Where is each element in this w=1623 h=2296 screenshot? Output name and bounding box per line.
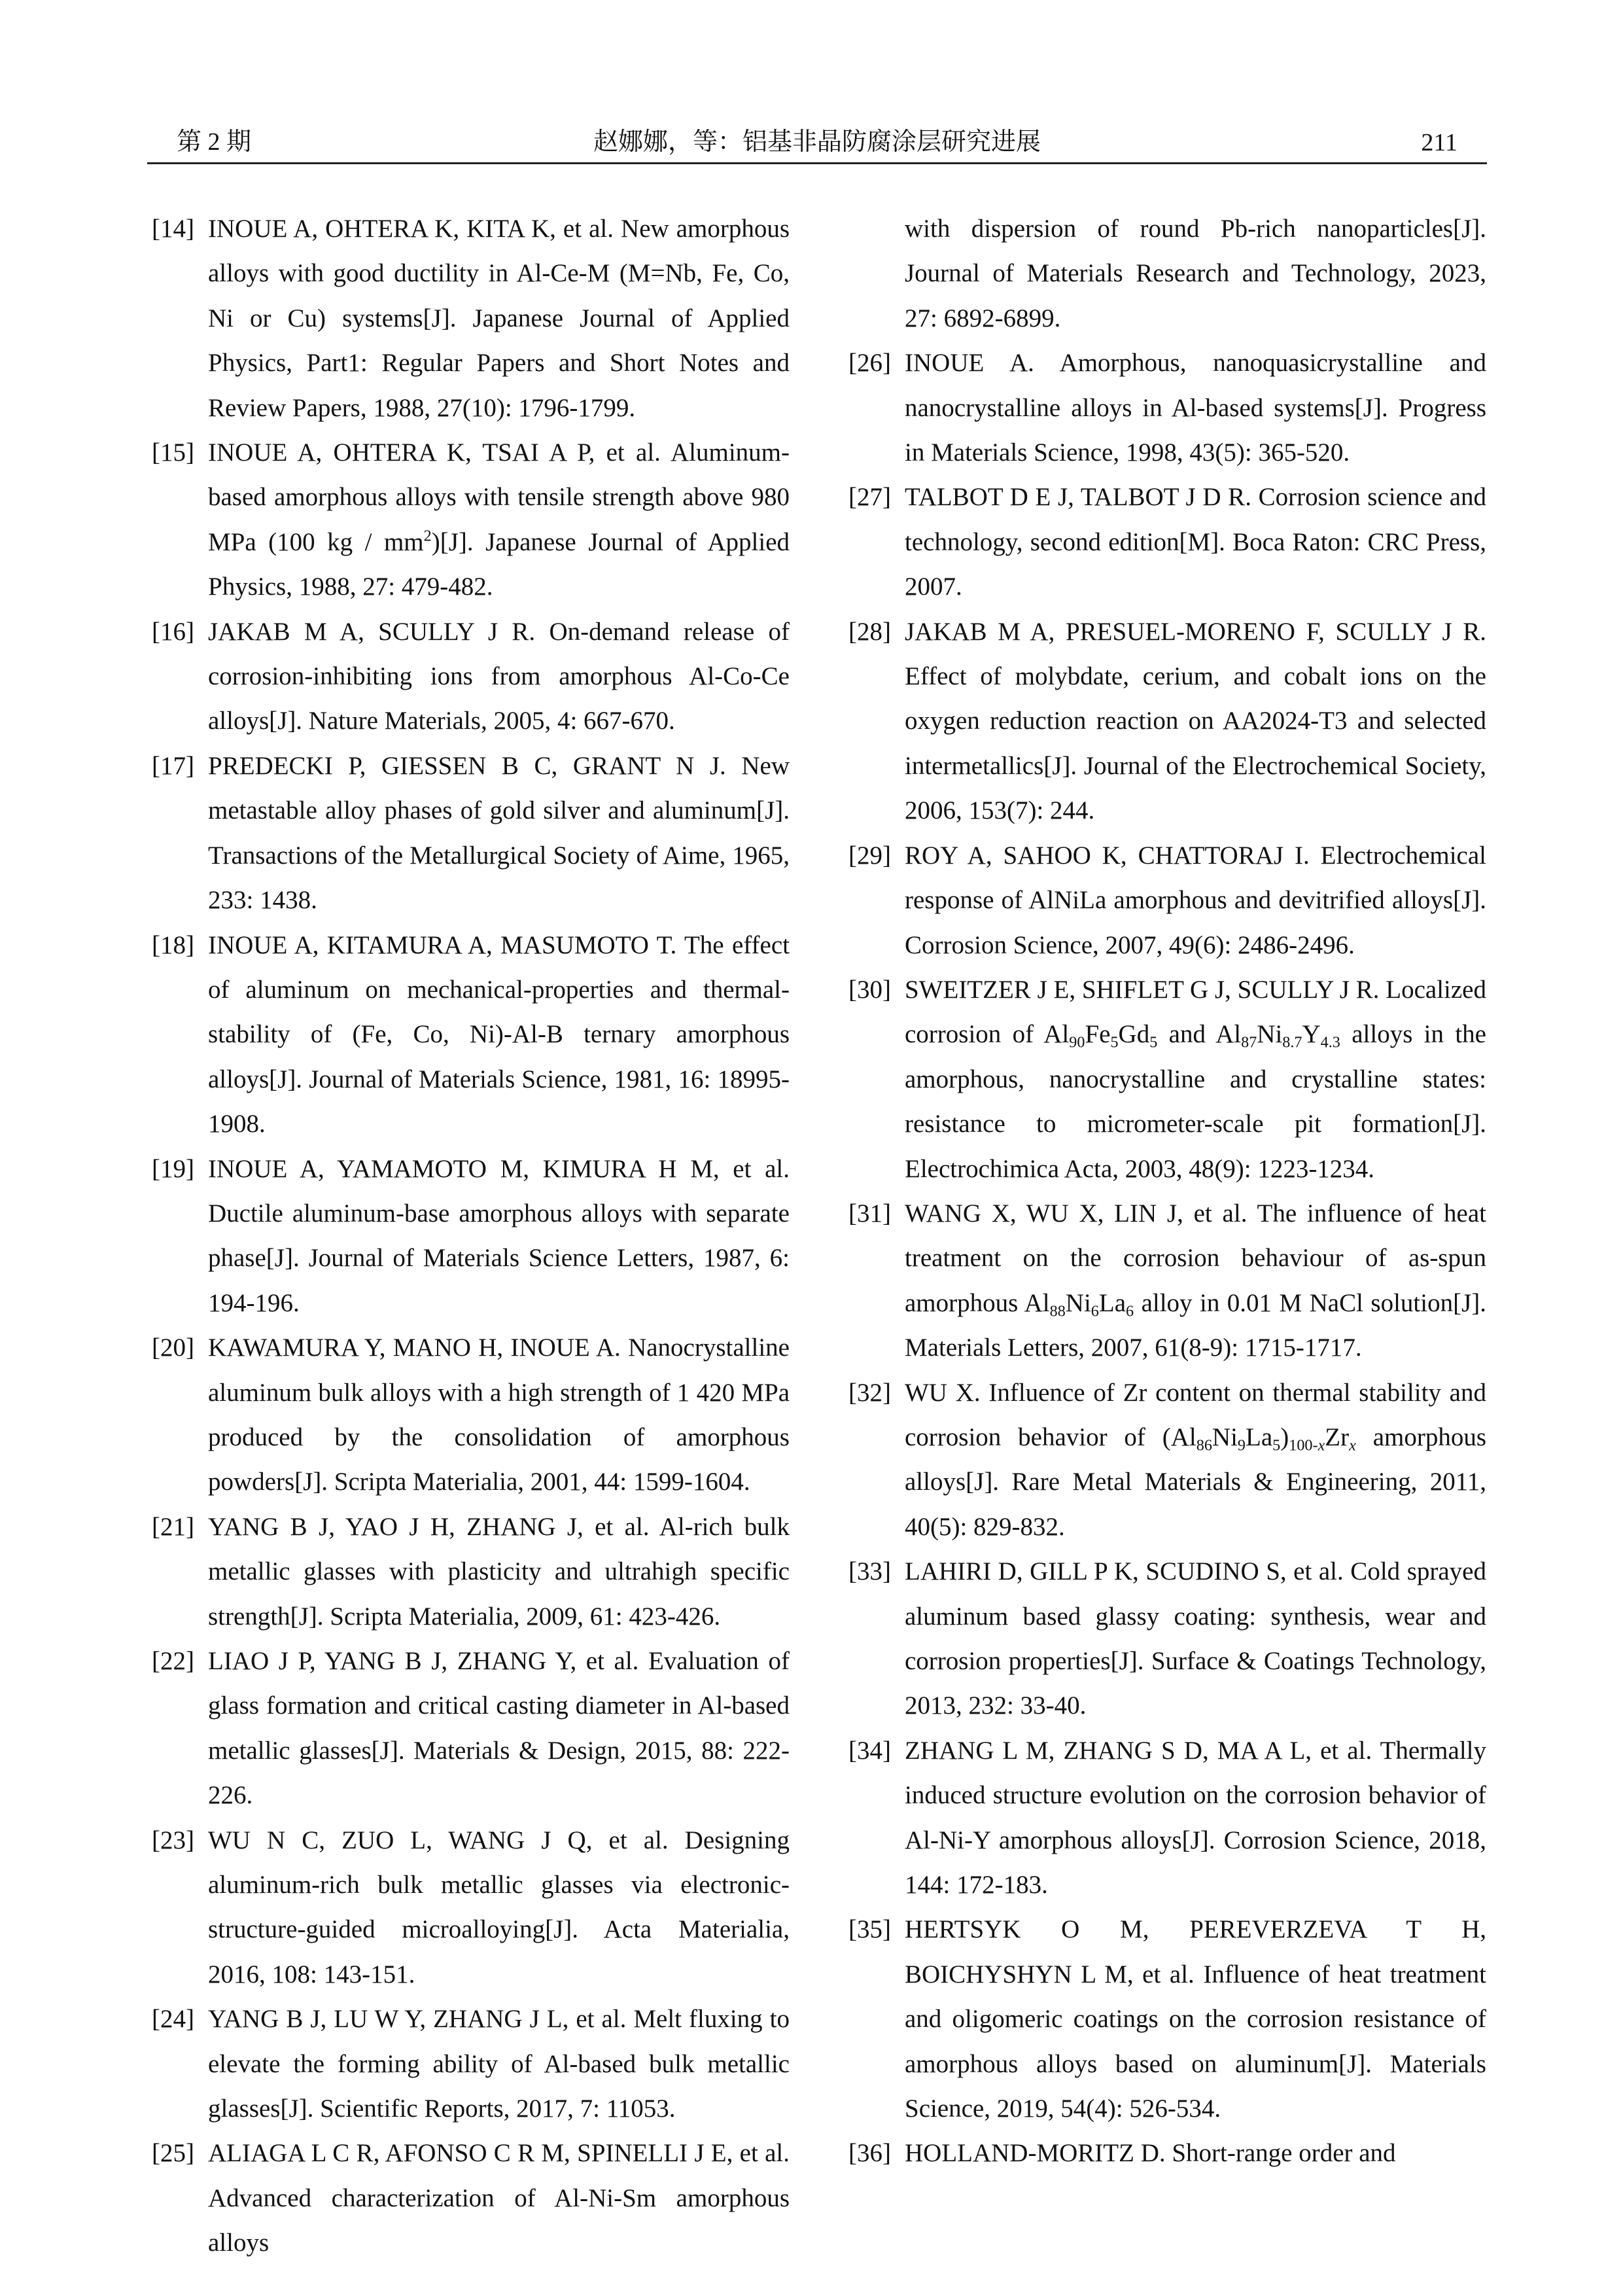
superscript: 2 [423, 527, 432, 545]
reference-text: WU N C, ZUO L, WANG J Q, et al. Designing aluminum-rich bulk metallic glasses via electronic-structure-guided microalloying[J]. Acta Materialia, 2016, 108: 143-151. [208, 1826, 790, 1988]
reference-number: [31] [848, 1199, 891, 1227]
references-left-column [152, 207, 790, 2266]
reference-number: [23] [152, 1826, 194, 1854]
reference-text: SWEITZER J E, SHIFLET G J, SCULLY J R. Localized corrosion of Al [905, 975, 1486, 1049]
reference-entry [152, 610, 790, 744]
reference-entry [848, 2131, 1486, 2176]
reference-text: ROY A, SAHOO K, CHATTORAJ I. Electrochemical response of AlNiLa amorphous and devitrified alloys[J]. Corrosion Science, 2007, 49(6): 2486-2496. [905, 841, 1486, 959]
reference-number: [18] [152, 930, 194, 959]
reference-number: [21] [152, 1512, 194, 1541]
subscript: 5 [1149, 1033, 1158, 1051]
reference-text: KAWAMURA Y, MANO H, INOUE A. Nanocrystalline aluminum bulk alloys with a high strength of 1 420 MPa produced by the consolidation of amorphous powders[J]. Scripta Materialia, 2001, 44: 1599-1604. [208, 1333, 790, 1496]
reference-entry [848, 1729, 1486, 1908]
reference-text: JAKAB M A, SCULLY J R. On-demand release of corrosion-inhibiting ions from amorphous Al-Co-Ce alloys[J]. Nature Materials, 2005, 4: 667-670. [208, 617, 790, 735]
page-number: 211 [1421, 129, 1457, 156]
reference-number: [15] [152, 438, 194, 467]
subscript: 100-x [1289, 1436, 1325, 1455]
subscript: 86 [1196, 1436, 1212, 1455]
reference-text: ZHANG L M, ZHANG S D, MA A L, et al. Thermally induced structure evolution on the corrosion behavior of Al-Ni-Y amorphous alloys[J]. Corrosion Science, 2018, 144: 172-183. [905, 1736, 1486, 1899]
subscript: 90 [1069, 1033, 1085, 1051]
reference-text: Ni [1065, 1288, 1091, 1317]
reference-text: La [1246, 1422, 1273, 1451]
reference-entry [848, 341, 1486, 475]
reference-text: INOUE A, OHTERA K, KITA K, et al. New amorphous alloys with good ductility in Al-Ce-M (M=Nb, Fe, Co, Ni or Cu) systems[J]. Japanese Journal of Applied Physics, Part1: Regular Papers and Short Notes and Review Papers, 1988, 27(10): 1796-1799. [208, 215, 790, 422]
reference-entry [152, 1997, 790, 2131]
reference-entry [848, 1907, 1486, 2131]
reference-entry [848, 475, 1486, 609]
subscript: 88 [1049, 1302, 1066, 1320]
reference-number: [24] [152, 2005, 194, 2034]
reference-text: Y [1302, 1020, 1321, 1049]
subscript: 5 [1110, 1033, 1119, 1051]
reference-number: [14] [152, 215, 194, 243]
reference-text: Ni [1257, 1020, 1283, 1049]
references-right-column [848, 207, 1486, 2176]
reference-entry [152, 2131, 790, 2265]
issue-number: 第 2 期 [177, 128, 252, 156]
subscript: 9 [1237, 1436, 1246, 1455]
reference-entry [848, 1371, 1486, 1550]
reference-text: WU X. Influence of Zr content on thermal stability and corrosion behavior of (Al [905, 1378, 1486, 1451]
reference-text: amorphous alloys[J]. Rare Metal Materials & Engineering, 2011, 40(5): 829-832. [905, 1422, 1486, 1541]
reference-text: alloys in the amorphous, nanocrystalline and crystalline states: resistance to micrometer-scale pit formation[J]. Electrochimica Acta, 2003, 48(9): 1223-1234. [905, 1020, 1486, 1183]
reference-text: HOLLAND-MORITZ D. Short-range order and [905, 2139, 1396, 2168]
reference-entry [152, 1505, 790, 1639]
reference-text: and Al [1157, 1020, 1242, 1049]
reference-text: TALBOT D E J, TALBOT J D R. Corrosion science and technology, second edition[M]. Boca Raton: CRC Press, 2007. [905, 483, 1486, 601]
reference-text: PREDECKI P, GIESSEN B C, GRANT N J. New metastable alloy phases of gold silver and aluminum[J]. Transactions of the Metallurgical Society of Aime, 1965, 233: 1438. [208, 751, 790, 915]
reference-entry [152, 923, 790, 1147]
reference-entry [152, 1818, 790, 1998]
reference-number: [32] [848, 1378, 891, 1407]
reference-entry [848, 1549, 1486, 1729]
reference-text: La [1098, 1288, 1126, 1317]
reference-number: [28] [848, 617, 891, 646]
reference-entry [152, 1639, 790, 1818]
reference-entry [152, 744, 790, 923]
reference-entry-continued [848, 207, 1486, 341]
reference-text: INOUE A, YAMAMOTO M, KIMURA H M, et al. Ductile aluminum-base amorphous alloys with separate phase[J]. Journal of Materials Science Letters, 1987, 6: 194-196. [208, 1154, 790, 1317]
reference-entry [848, 968, 1486, 1192]
reference-text: HERTSYK O M, PEREVERZEVA T H, BOICHYSHYN L M, et al. Influence of heat treatment and oligomeric coatings on the corrosion resistance of amorphous alloys based on aluminum[J]. Materials Science, 2019, 54(4): 526-534. [905, 1915, 1486, 2123]
reference-number: [22] [152, 1647, 194, 1675]
reference-entry [848, 834, 1486, 968]
reference-number: [35] [848, 1915, 891, 1944]
reference-text: WANG X, WU X, LIN J, et al. The influence of heat treatment on the corrosion behaviour of as-spun amorphous Al [905, 1199, 1486, 1317]
reference-number: [29] [848, 841, 891, 870]
reference-entry [848, 610, 1486, 834]
reference-number: [19] [152, 1154, 194, 1183]
subscript: 6 [1126, 1302, 1134, 1320]
subscript: 8.7 [1282, 1033, 1302, 1051]
reference-text: Zr [1325, 1422, 1350, 1451]
reference-number: [17] [152, 751, 194, 780]
reference-text: LIAO J P, YANG B J, ZHANG Y, et al. Evaluation of glass formation and critical casting diameter in Al-based metallic glasses[J]. Materials & Design, 2015, 88: 222-226. [208, 1647, 790, 1810]
subscript: 5 [1272, 1436, 1281, 1455]
reference-text: INOUE A, OHTERA K, TSAI A P, et al. Aluminum-based amorphous alloys with tensile strength above 980 MPa (100 kg / mm [208, 438, 790, 556]
reference-number: [27] [848, 483, 891, 512]
reference-text: alloy in 0.01 M NaCl solution[J]. Materials Letters, 2007, 61(8-9): 1715-1717. [905, 1288, 1486, 1362]
reference-text: INOUE A. Amorphous, nanoquasicrystalline and nanocrystalline alloys in Al-based systems[J]. Progress in Materials Science, 1998, 43(5): 365-520. [905, 349, 1486, 467]
subscript: 6 [1091, 1302, 1099, 1320]
reference-text: YANG B J, YAO J H, ZHANG J, et al. Al-rich bulk metallic glasses with plasticity and ultrahigh specific strength[J]. Scripta Materialia, 2009, 61: 423-426. [208, 1512, 790, 1631]
running-header [147, 124, 1487, 164]
reference-text: YANG B J, LU W Y, ZHANG J L, et al. Melt fluxing to elevate the forming ability of Al-based bulk metallic glasses[J]. Scientific Reports, 2017, 7: 11053. [208, 2005, 790, 2123]
reference-text: )[J]. Japanese Journal of Applied Physics, 1988, 27: 479-482. [208, 527, 790, 601]
reference-number: [20] [152, 1333, 194, 1362]
reference-text: Gd [1118, 1020, 1150, 1049]
reference-number: [33] [848, 1557, 891, 1586]
subscript: x [1349, 1436, 1356, 1455]
reference-entry [152, 1326, 790, 1505]
subscript: 87 [1241, 1033, 1257, 1051]
reference-number: [26] [848, 349, 891, 378]
reference-entry [848, 1192, 1486, 1371]
reference-text: Fe [1085, 1020, 1111, 1049]
reference-number: [34] [848, 1736, 891, 1765]
reference-text: with dispersion of round Pb-rich nanoparticles[J]. Journal of Materials Research and Technology, 2023, 27: 6892-6899. [905, 215, 1486, 332]
reference-entry [152, 207, 790, 431]
reference-entry [152, 431, 790, 610]
running-title: 赵娜娜，等：铝基非晶防腐涂层研究进展 [593, 128, 1041, 156]
reference-number: [36] [848, 2139, 891, 2168]
subscript: 4.3 [1320, 1033, 1340, 1051]
reference-text: ) [1280, 1422, 1289, 1451]
reference-text: ALIAGA L C R, AFONSO C R M, SPINELLI J E, et al. Advanced characterization of Al-Ni-Sm amorphous alloys [208, 2139, 790, 2257]
reference-text: JAKAB M A, PRESUEL-MORENO F, SCULLY J R. Effect of molybdate, cerium, and cobalt ions on the oxygen reduction reaction on AA2024-T3 and selected intermetallics[J]. Journal of the Electrochemical Society, 2006, 153(7): 244. [905, 617, 1486, 825]
reference-text: LAHIRI D, GILL P K, SCUDINO S, et al. Cold sprayed aluminum based glassy coating: synthesis, wear and corrosion properties[J]. Surface & Coatings Technology, 2013, 232: 33-40. [905, 1557, 1486, 1720]
reference-entry [152, 1147, 790, 1326]
reference-text: Ni [1212, 1422, 1238, 1451]
reference-number: [25] [152, 2139, 194, 2168]
reference-text: INOUE A, KITAMURA A, MASUMOTO T. The effect of aluminum on mechanical-properties and thermal-stability of (Fe, Co, Ni)-Al-B ternary amorphous alloys[J]. Journal of Materials Science, 1981, 16: 18995-1908. [208, 930, 790, 1139]
reference-number: [16] [152, 617, 194, 646]
reference-number: [30] [848, 975, 891, 1004]
